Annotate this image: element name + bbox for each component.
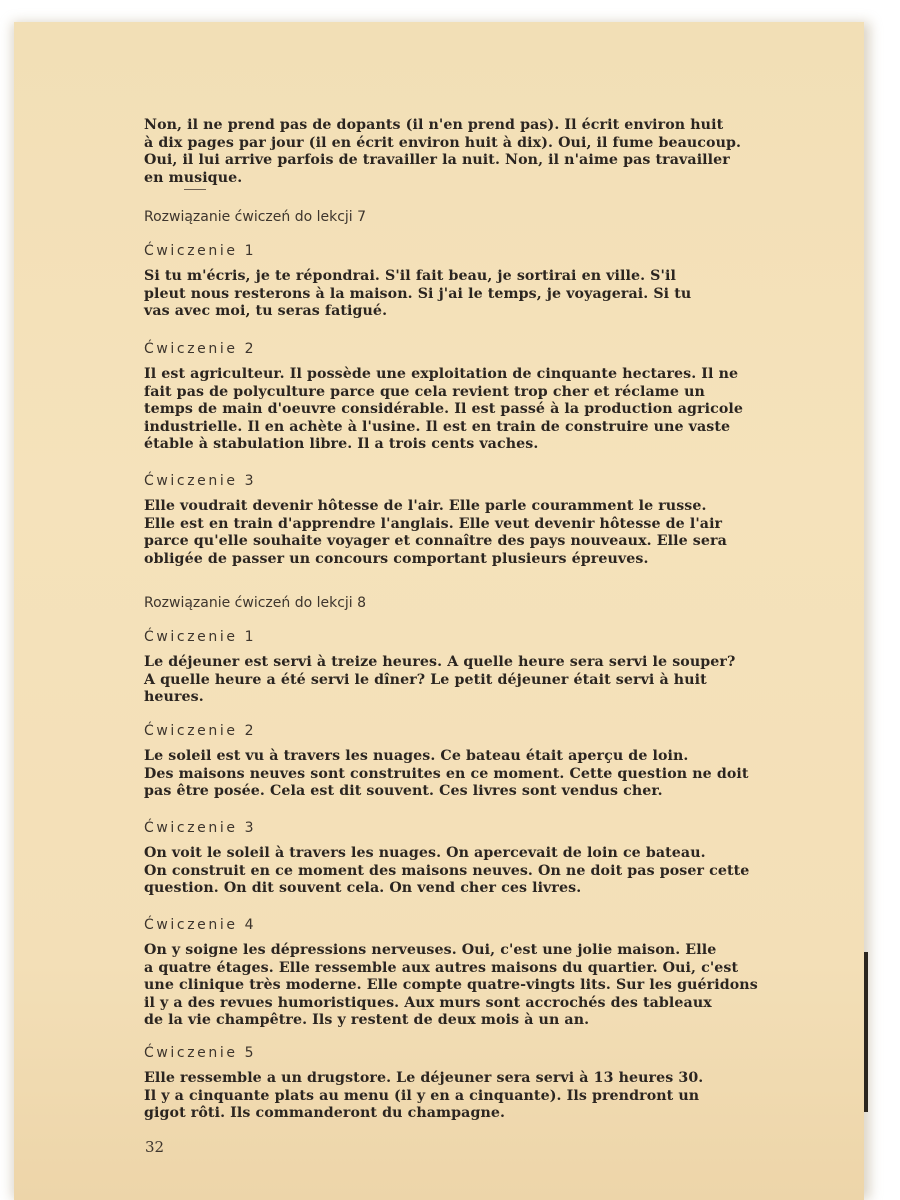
text-line: temps de main d'oeuvre considérable. Il est passé à la production agricole [144,401,744,417]
text-line: On voit le soleil à travers les nuages. On apercevait de loin ce bateau. [144,845,706,861]
text-line: pleut nous resterons à la maison. Si j'ai le temps, je voyagerai. Si tu [144,285,692,302]
text-line: Il y a cinquante plats au menu (il y en a cinquante). Ils prendront un [144,1087,700,1104]
exercise-text [144,366,824,454]
text-line: Elle voudrait devenir hôtesse de l'air. Elle parle couramment le russe. [144,498,707,514]
exercise-title: Ćwiczenie 3 [144,473,257,489]
page-edge [864,952,868,1112]
text-line: parce qu'elle souhaite voyager et connaître des pays nouveaux. Elle sera [144,533,727,549]
text-line: On construit en ce moment des maisons neuves. On ne doit pas poser cette [144,862,750,879]
exercise-text [144,1070,824,1123]
intro-paragraph [144,117,824,187]
text-line: On y soigne les dépressions nerveuses. Oui, c'est une jolie maison. Elle [144,942,717,958]
lesson8-exercise-3 [144,820,824,898]
text-line: industrielle. Il en achète à l'usine. Il est en train de construire une vaste [144,418,731,435]
exercise-text [144,498,824,568]
text-line: vas avec moi, tu seras fatigué. [144,303,388,319]
text-line: Il est agriculteur. Il possède une exploitation de cinquante hectares. Il ne [144,366,739,382]
lesson7-exercise-3 [144,473,824,568]
text-line: Le déjeuner est servi à treize heures. A quelle heure sera servi le souper? [144,654,736,670]
text-line: en musique. [144,169,243,186]
lesson8-exercise-5 [144,1045,824,1123]
section-title: Rozwiązanie ćwiczeń do lekcji 7 [144,209,367,225]
lesson7-heading [144,209,824,225]
text-line: il y a des revues humoristiques. Aux murs sont accrochés des tableaux [144,994,712,1011]
text-line: heures. [144,689,204,705]
text-line: obligée de passer un concours comportant plusieurs épreuves. [144,550,649,567]
exercise-text [144,942,824,1030]
text-line: Le soleil est vu à travers les nuages. Ce bateau était aperçu de loin. [144,748,689,764]
text-line: question. On dit souvent cela. On vend cher ces livres. [144,880,582,896]
text-line: de la vie champêtre. Ils y restent de deux mois à un an. [144,1012,590,1028]
text-line: a quatre étages. Elle ressemble aux autres maisons du quartier. Oui, c'est [144,959,739,976]
exercise-title: Ćwiczenie 1 [144,629,257,645]
exercise-title: Ćwiczenie 4 [144,917,257,933]
exercise-title: Ćwiczenie 5 [144,1045,257,1061]
exercise-text [144,845,824,898]
text-line: Des maisons neuves sont construites en ce moment. Cette question ne doit [144,765,749,782]
lesson8-exercise-2 [144,723,824,801]
text-line: Si tu m'écris, je te répondrai. S'il fait beau, je sortirai en ville. S'il [144,268,676,284]
text-line: A quelle heure a été servi le dîner? Le petit déjeuner était servi à huit [144,671,707,688]
text-line: étable à stabulation libre. Il a trois cents vaches. [144,436,539,452]
exercise-text [144,268,824,321]
exercise-text [144,748,824,801]
exercise-text [144,654,824,707]
page-number: 32 [145,1138,165,1156]
text-line: une clinique très moderne. Elle compte quatre-vingts lits. Sur les guéridons [144,977,758,993]
exercise-title: Ćwiczenie 1 [144,243,257,259]
intro-text [144,117,824,187]
lesson7-exercise-2 [144,341,824,454]
text-line: Non, il ne prend pas de dopants (il n'en prend pas). Il écrit environ huit [144,117,724,133]
section-title: Rozwiązanie ćwiczeń do lekcji 8 [144,595,367,611]
text-line: Oui, il lui arrive parfois de travailler la nuit. Non, il n'aime pas travailler [144,152,730,168]
lesson8-heading [144,595,824,611]
separator-dash [184,189,206,190]
exercise-title: Ćwiczenie 2 [144,723,257,739]
exercise-title: Ćwiczenie 3 [144,820,257,836]
text-line: gigot rôti. Ils commanderont du champagne. [144,1105,506,1121]
lesson7-exercise-1 [144,243,824,321]
text-line: fait pas de polyculture parce que cela revient trop cher et réclame un [144,383,705,400]
text-line: Elle est en train d'apprendre l'anglais. Elle veut devenir hôtesse de l'air [144,515,723,532]
text-line: pas être posée. Cela est dit souvent. Ces livres sont vendus cher. [144,783,663,799]
lesson8-exercise-1 [144,629,824,707]
exercise-title: Ćwiczenie 2 [144,341,257,357]
lesson8-exercise-4 [144,917,824,1030]
text-line: Elle ressemble a un drugstore. Le déjeuner sera servi à 13 heures 30. [144,1070,704,1086]
text-line: à dix pages par jour (il en écrit environ huit à dix). Oui, il fume beaucoup. [144,134,742,151]
